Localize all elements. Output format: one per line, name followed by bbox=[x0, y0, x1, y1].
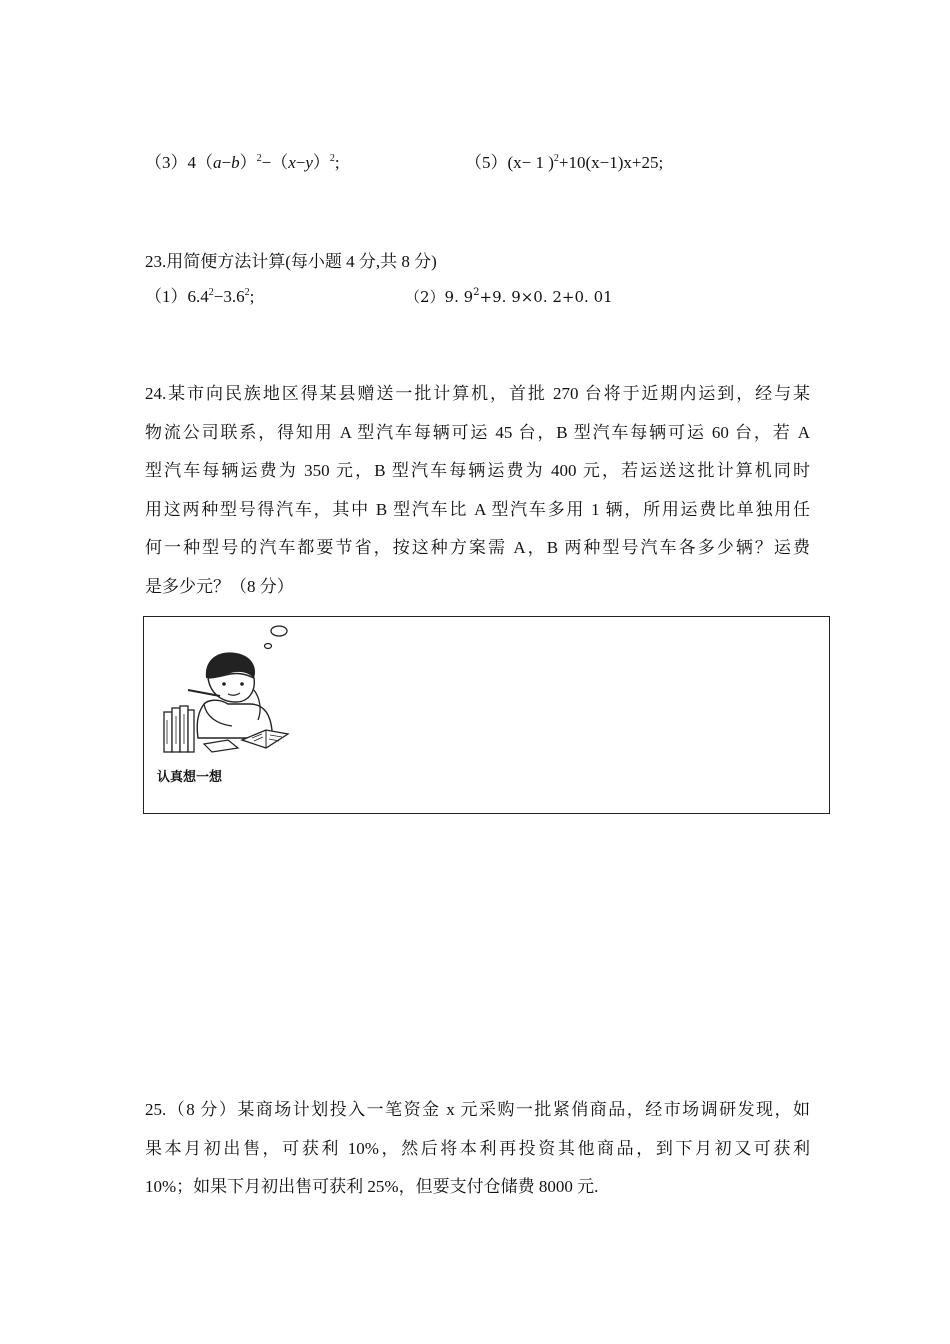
q23-title: 23.用简便方法计算(每小题 4 分,共 8 分) bbox=[145, 252, 437, 271]
illustration-caption: 认真想一想 bbox=[157, 770, 223, 785]
q25-line: 10%；如果下月初出售可获利 25%，但要支付仓储费 8000 元. bbox=[145, 1177, 599, 1197]
exponent: 2 bbox=[244, 287, 250, 298]
q23-item-1-mid: −3.6 bbox=[213, 287, 245, 306]
minus-sign: − bbox=[221, 153, 232, 172]
q22-item-3 bbox=[145, 152, 340, 174]
minus-sign: − bbox=[295, 153, 306, 172]
q25-line: 果本月初出售，可获利 10%，然后将本利再投资其他商品，到下月初又可获利 bbox=[145, 1138, 810, 1158]
var-a: a bbox=[213, 153, 222, 172]
q22-item-5-prefix: （5）(x− 1 ) bbox=[465, 153, 554, 172]
q22-item-5 bbox=[465, 152, 663, 174]
paren: ） bbox=[312, 153, 330, 172]
semicolon: ; bbox=[249, 287, 255, 306]
q24-line: 用这两种型号得汽车，其中 B 型汽车比 A 型汽车多用 1 辆，所用运费比单独用任 bbox=[145, 499, 810, 519]
q23-item-2 bbox=[405, 286, 613, 308]
minus-paren: −（ bbox=[261, 153, 289, 172]
q24-line: 型汽车每辆运费为 350 元，B 型汽车每辆运费为 400 元，若运送这批计算机同时 bbox=[145, 461, 810, 481]
exponent: 2 bbox=[256, 153, 262, 164]
q24-line: 何一种型号的汽车都要节省，按这种方案需 A，B 两种型号汽车各多少辆？运费 bbox=[145, 538, 810, 558]
semicolon: ; bbox=[334, 153, 340, 172]
q25-text bbox=[145, 1091, 810, 1207]
q23-item-1-prefix: （1）6.4 bbox=[145, 287, 209, 306]
q22-item-5-tail: +10(x−1)x+25; bbox=[558, 153, 664, 172]
var-x: x bbox=[288, 153, 296, 172]
thinking-student-illustration bbox=[158, 620, 298, 760]
paren: ） bbox=[239, 153, 257, 172]
exponent: 2 bbox=[553, 153, 559, 164]
q22-item-3-prefix: （3）4（ bbox=[145, 153, 213, 172]
var-b: b bbox=[231, 153, 240, 172]
q25-line: 25.（8 分）某商场计划投入一笔资金 x 元采购一批紧俏商品，经市场调研发现，如 bbox=[145, 1100, 810, 1119]
q23-item-1 bbox=[145, 286, 254, 308]
exponent: 2 bbox=[473, 287, 480, 298]
q23-item-2-tail: +9. 9×0. 2+0. 01 bbox=[479, 288, 613, 306]
exponent: 2 bbox=[208, 287, 214, 298]
var-y: y bbox=[305, 153, 313, 172]
q23-item-2-prefix: （2）9. 9 bbox=[405, 288, 474, 306]
q24-line: 物流公司联系，得知用 A 型汽车每辆可运 45 台，B 型汽车每辆可运 60 台，若 A bbox=[145, 422, 810, 442]
exponent: 2 bbox=[329, 153, 335, 164]
q24-line: 24.某市向民族地区得某县赠送一批计算机，首批 270 台将于近期内运到，经与某 bbox=[145, 384, 810, 403]
q24-text bbox=[145, 375, 810, 607]
q24-line: 是多少元？（8 分） bbox=[145, 576, 294, 596]
